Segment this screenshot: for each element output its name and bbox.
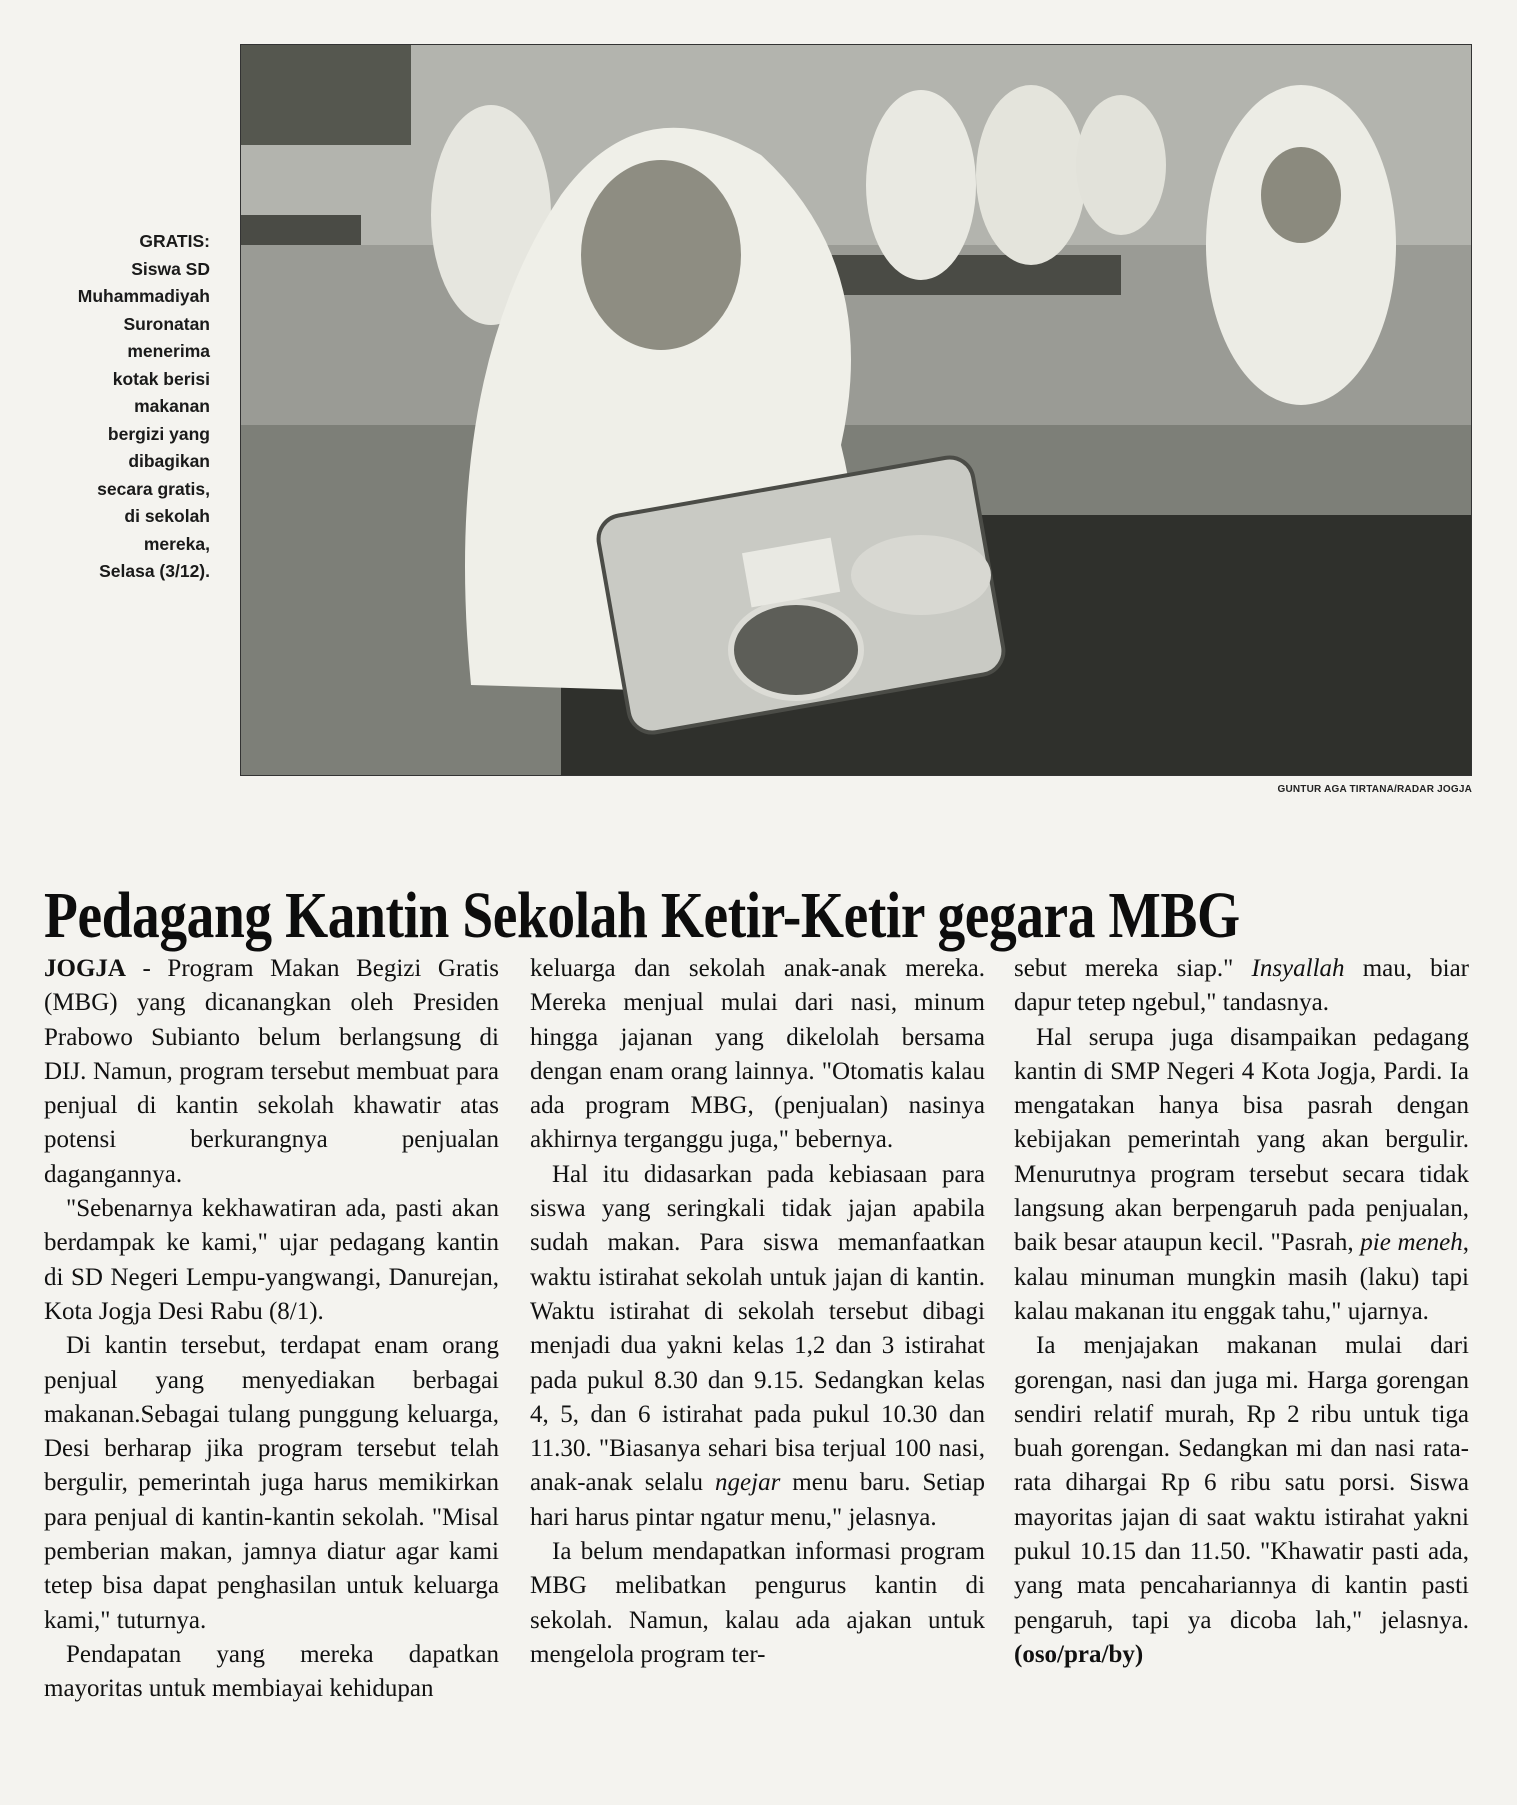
italic-term: ngejar [715,1469,781,1497]
caption-line: Suronatan [123,313,210,334]
article-paragraph [530,1158,985,1535]
paragraph-text: sebut mereka siap." [1014,955,1252,982]
article-column-2 [530,952,985,1672]
caption-line: Siswa SD [131,258,210,279]
caption-line: mereka, [143,533,210,554]
dateline: JOGJA [44,955,126,982]
article-paragraph [1014,1021,1469,1330]
caption-line: bergizi yang [107,423,210,444]
article-paragraph: "Sebenarnya kekhawatiran ada, pasti akan berdampak ke kami," ujar pedagang kantin di SD Negeri Lempu-yangwangi, Danurejan, Kota Jogja Desi Rabu (8/1). [44,1195,499,1325]
paragraph-text: Ia menjajakan makanan mulai dari gorengan, nasi dan juga mi. Harga gorengan sendiri relatif murah, Rp 2 ribu untuk tiga buah gorengan. Sedangkan mi dan nasi rata-rata dihargai Rp 6 ribu satu porsi. Siswa mayoritas jajan di saat waktu istirahat yakni pukul 10.15 dan 11.50. "Khawatir pasti ada, yang mata pencahariannya di kantin pasti pengaruh, tapi ya dicoba lah," jelasnya. [1014,1332,1469,1634]
caption-line: makanan [134,396,210,416]
article-headline: Pedagang Kantin Sekolah Ketir-Ketir gegara MBG [44,879,1240,953]
paragraph-text: mau, biar dapur tetep ngebul," tandasnya. [1014,955,1469,1017]
article-paragraph [44,952,499,1192]
article-paragraph: keluarga dan sekolah anak-anak mereka. Mereka menjual mulai dari nasi, minum hingga jajanan yang dikelolah bersama dengan enam orang lainnya. "Otomatis kalau ada program MBG, (penjualan) nasinya akhirnya terganggu juga," bebernya. [530,955,985,1154]
article-paragraph: Di kantin tersebut, terdapat enam orang penjual yang menyediakan berbagai makanan.Sebagai tulang punggung keluarga, Desi berharap jika program tersebut telah bergulir, pemerintah juga harus memikirkan para penjual di kantin-kantin sekolah. "Misal pemberian makan, jamnya diatur agar kami tetep bisa dapat penghasilan untuk keluarga kami," tuturnya. [44,1332,499,1634]
article-paragraph: Ia belum mendapatkan informasi program MBG melibatkan pengurus kantin di sekolah. Namun, kalau ada ajakan untuk mengelola program ter- [530,1538,985,1668]
article-paragraph [1014,1329,1469,1672]
caption-line: dibagikan [128,451,210,471]
article-paragraph [1014,952,1469,1021]
classroom-photo-illustration [241,45,1471,775]
byline: (oso/pra/by) [1014,1640,1144,1668]
italic-term: Insyallah [1251,955,1345,982]
caption-line: GRATIS: [139,231,210,251]
photo-credit: GUNTUR AGA TIRTANA/RADAR JOGJA [1277,784,1472,795]
caption-line: menerima [127,341,210,361]
paragraph-text: , kalau minuman mungkin masih (laku) tapi kalau makanan itu enggak tahu," ujarnya. [1014,1229,1469,1325]
caption-line: secara gratis, [97,478,210,499]
italic-term: pie meneh [1360,1229,1463,1257]
article-paragraph: Pendapatan yang mereka dapatkan mayoritas untuk membiayai kehidupan [44,1640,499,1703]
paragraph-text: Hal itu didasarkan pada kebiasaan para siswa yang seringkali tidak jajan apabila sudah makan. Para siswa memanfaatkan waktu istirahat sekolah untuk jajan di kantin. Waktu istirahat di sekolah tersebut dibagi menjadi dua yakni kelas 1,2 dan 3 istirahat pada pukul 8.30 dan 9.15. Sedangkan kelas 4, 5, dan 6 istirahat pada pukul 10.30 dan 11.30. "Biasanya sehari bisa terjual 100 nasi, anak-anak selalu [530,1160,985,1497]
caption-line: Selasa (3/12). [99,561,210,581]
paragraph-text: menu baru. Setiap hari harus pintar ngatur menu," jelasnya. [530,1469,986,1531]
photo-caption [20,228,210,586]
caption-line: kotak berisi [112,368,210,389]
article-column-3 [1014,952,1469,1672]
article-column-1 [44,952,499,1707]
paragraph-text: - Program Makan Begizi Gratis (MBG) yang dicanangkan oleh Presiden Prabowo Subianto belum berlangsung di DIJ. Namun, program tersebut membuat para penjual di kantin sekolah khawatir atas potensi berkurangnya penjualan dagangannya. [44,955,499,1188]
caption-line: Muhammadiyah [77,286,210,306]
caption-line: di sekolah [124,506,210,526]
news-photo [240,44,1472,776]
paragraph-text: Hal serupa juga disampaikan pedagang kantin di SMP Negeri 4 Kota Jogja, Pardi. Ia mengatakan hanya bisa pasrah dengan kebijakan pemerintah yang akan bergulir. Menurutnya program tersebut secara tidak langsung akan berpengaruh pada penjualan, baik besar ataupun kecil. "Pasrah, [1014,1023,1469,1257]
